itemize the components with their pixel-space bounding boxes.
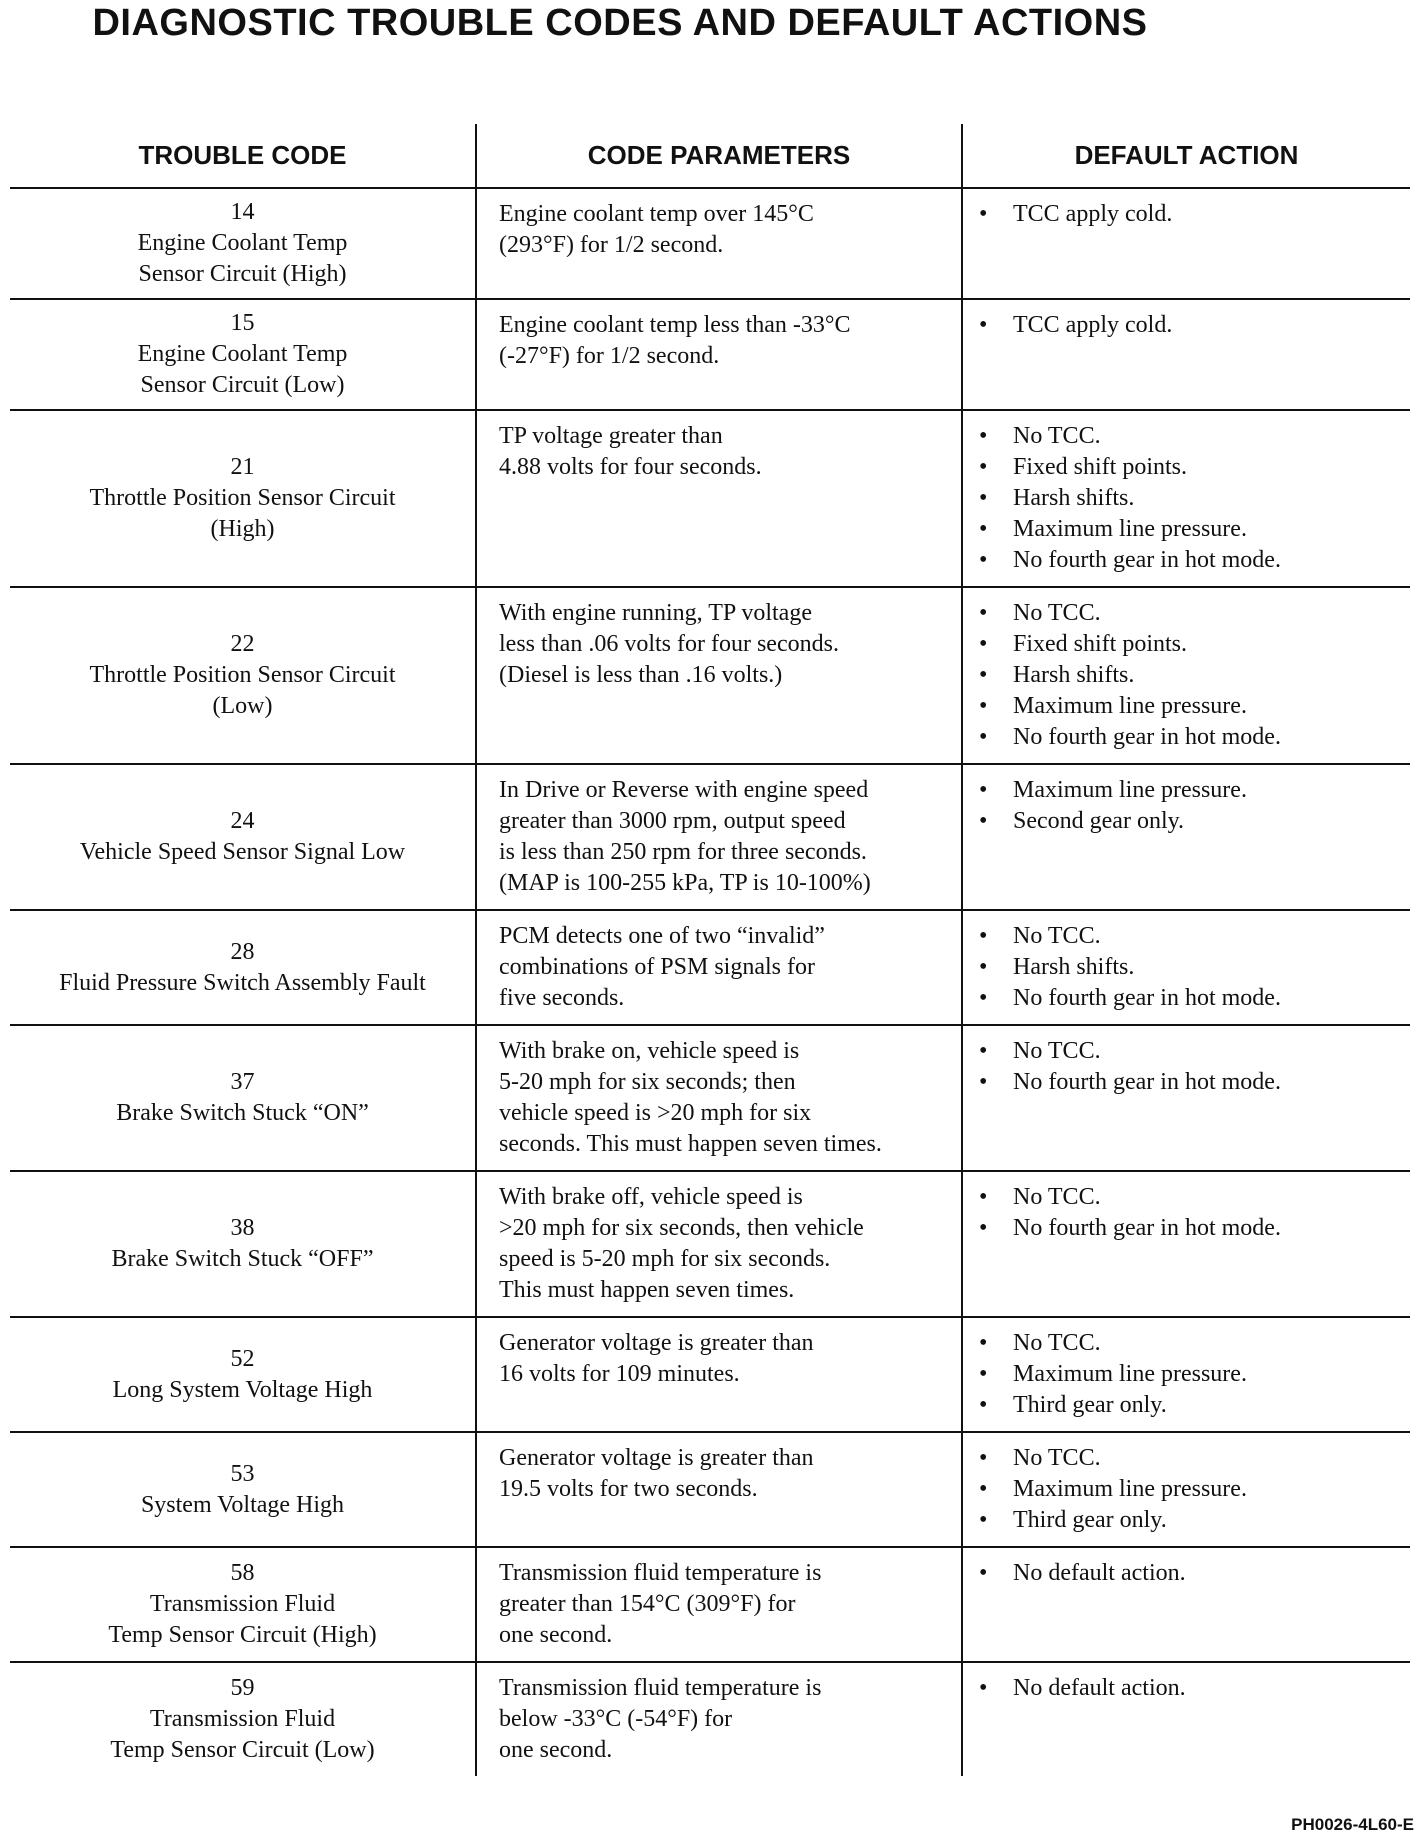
trouble-code-cell: [10, 1025, 476, 1171]
action-item: • Harsh shifts.: [977, 660, 1396, 691]
code-name-line: (High): [210, 516, 275, 542]
trouble-code-cell: [10, 1662, 476, 1776]
parameter-line: less than .06 volts for four seconds.: [499, 631, 839, 657]
code-name-line: Long System Voltage High: [112, 1376, 373, 1403]
action-list: [977, 1673, 1396, 1704]
trouble-code-cell: [10, 910, 476, 1025]
table-row: [10, 188, 1410, 299]
code-name-line: Temp Sensor Circuit (Low): [110, 1737, 375, 1763]
code-name-line: (Low): [212, 693, 273, 719]
parameter-line: >20 mph for six seconds, then vehicle: [499, 1215, 864, 1241]
action-item: • TCC apply cold.: [977, 199, 1396, 230]
code-name-line: Transmission Fluid: [149, 1591, 336, 1617]
code-parameters-cell: [476, 1547, 962, 1662]
parameter-line: 16 volts for 109 minutes.: [499, 1361, 740, 1387]
action-item: • Maximum line pressure.: [977, 775, 1396, 806]
parameter-line: vehicle speed is >20 mph for six: [499, 1100, 812, 1126]
parameter-line: seconds. This must happen seven times.: [499, 1131, 882, 1157]
action-list: [977, 1328, 1396, 1421]
action-item: • Maximum line pressure.: [977, 1474, 1396, 1505]
parameter-line: (-27°F) for 1/2 second.: [499, 343, 720, 369]
code-number: 24: [230, 808, 255, 834]
action-item: • No TCC.: [977, 421, 1396, 452]
action-item: • No default action.: [977, 1558, 1396, 1589]
code-name-line: Sensor Circuit (High): [138, 261, 347, 287]
action-item: • No fourth gear in hot mode.: [977, 1213, 1396, 1244]
action-list: [977, 1036, 1396, 1098]
parameter-line: below -33°C (-54°F) for: [499, 1706, 733, 1732]
parameter-line: 19.5 volts for two seconds.: [499, 1476, 758, 1502]
action-list: [977, 421, 1396, 576]
parameter-line: one second.: [499, 1737, 613, 1763]
action-list: [977, 199, 1396, 230]
table-row: [10, 1547, 1410, 1662]
action-item: • No TCC.: [977, 598, 1396, 629]
table-row: [10, 1662, 1410, 1776]
parameter-line: Engine coolant temp less than -33°C: [499, 312, 851, 338]
code-name-line: Sensor Circuit (Low): [140, 372, 345, 398]
parameter-line: one second.: [499, 1622, 613, 1648]
default-action-cell: [962, 1547, 1410, 1662]
code-name-line: Temp Sensor Circuit (High): [108, 1622, 377, 1648]
parameter-line: This must happen seven times.: [499, 1277, 795, 1303]
action-item: • No TCC.: [977, 921, 1396, 952]
parameter-line: In Drive or Reverse with engine speed: [499, 777, 869, 803]
code-name-line: System Voltage High: [140, 1491, 345, 1518]
action-item: • No TCC.: [977, 1036, 1396, 1067]
action-list: [977, 1558, 1396, 1589]
trouble-code-cell: [10, 1171, 476, 1317]
action-item: • Maximum line pressure.: [977, 514, 1396, 545]
action-item: • Third gear only.: [977, 1390, 1396, 1421]
page-title: DIAGNOSTIC TROUBLE CODES AND DEFAULT ACTIONS: [92, 2, 1148, 44]
code-parameters-cell: [476, 587, 962, 764]
code-number: 59: [230, 1675, 255, 1701]
action-item: • Second gear only.: [977, 806, 1396, 837]
header-default-action: DEFAULT ACTION: [962, 124, 1410, 188]
trouble-code-cell: [10, 587, 476, 764]
action-item: • No TCC.: [977, 1443, 1396, 1474]
action-item: • Third gear only.: [977, 1505, 1396, 1536]
table-row: [10, 1432, 1410, 1547]
action-list: [977, 1182, 1396, 1244]
table-row: [10, 910, 1410, 1025]
code-parameters-cell: [476, 299, 962, 410]
code-name-line: Fluid Pressure Switch Assembly Fault: [59, 969, 426, 996]
default-action-cell: [962, 299, 1410, 410]
code-number: 53: [230, 1460, 255, 1487]
parameter-line: speed is 5-20 mph for six seconds.: [499, 1246, 831, 1272]
default-action-cell: [962, 910, 1410, 1025]
header-code-parameters: CODE PARAMETERS: [476, 124, 962, 188]
parameter-line: greater than 154°C (309°F) for: [499, 1591, 796, 1617]
code-parameters-cell: [476, 1025, 962, 1171]
parameter-line: Engine coolant temp over 145°C: [499, 201, 814, 227]
parameter-line: greater than 3000 rpm, output speed: [499, 808, 846, 834]
dtc-table: [10, 124, 1410, 1776]
action-item: • No fourth gear in hot mode.: [977, 545, 1396, 576]
parameter-line: With brake off, vehicle speed is: [499, 1184, 803, 1210]
parameter-line: Transmission fluid temperature is: [499, 1560, 822, 1586]
action-item: • No fourth gear in hot mode.: [977, 722, 1396, 753]
parameter-line: (293°F) for 1/2 second.: [499, 232, 724, 258]
header-trouble-code: TROUBLE CODE: [10, 124, 476, 188]
code-number: 37: [230, 1069, 255, 1095]
default-action-cell: [962, 587, 1410, 764]
footer-reference: PH0026-4L60-E: [1291, 1815, 1414, 1834]
table-row: [10, 1025, 1410, 1171]
parameter-line: Transmission fluid temperature is: [499, 1675, 822, 1701]
parameter-line: 4.88 volts for four seconds.: [499, 454, 762, 480]
action-item: • Maximum line pressure.: [977, 691, 1396, 722]
action-list: [977, 775, 1396, 837]
parameter-line: (Diesel is less than .16 volts.): [499, 662, 783, 688]
table-body: [10, 188, 1410, 1776]
parameter-line: Generator voltage is greater than: [499, 1445, 814, 1471]
parameter-line: five seconds.: [499, 985, 625, 1011]
parameter-line: 5-20 mph for six seconds; then: [499, 1069, 796, 1095]
code-name-line: Throttle Position Sensor Circuit: [89, 662, 396, 688]
action-item: • TCC apply cold.: [977, 310, 1396, 341]
parameter-line: Generator voltage is greater than: [499, 1330, 814, 1356]
action-item: • No default action.: [977, 1673, 1396, 1704]
code-name-line: Vehicle Speed Sensor Signal Low: [79, 839, 406, 865]
table-row: [10, 299, 1410, 410]
action-item: • Harsh shifts.: [977, 952, 1396, 983]
code-name-line: Engine Coolant Temp: [137, 341, 348, 367]
table-row: [10, 410, 1410, 587]
parameter-line: PCM detects one of two “invalid”: [499, 923, 825, 949]
code-number: 38: [230, 1215, 255, 1241]
code-number: 14: [230, 199, 255, 225]
default-action-cell: [962, 1432, 1410, 1547]
table-row: [10, 1317, 1410, 1432]
action-item: • No fourth gear in hot mode.: [977, 983, 1396, 1014]
parameter-line: TP voltage greater than: [499, 423, 723, 449]
parameter-line: (MAP is 100-255 kPa, TP is 10-100%): [499, 870, 871, 896]
code-number: 15: [230, 310, 255, 336]
default-action-cell: [962, 1171, 1410, 1317]
action-list: [977, 1443, 1396, 1536]
default-action-cell: [962, 1025, 1410, 1171]
code-number: 58: [230, 1560, 255, 1586]
table-row: [10, 1171, 1410, 1317]
code-name-line: Transmission Fluid: [149, 1706, 336, 1732]
action-list: [977, 598, 1396, 753]
code-parameters-cell: [476, 410, 962, 587]
code-name-line: Brake Switch Stuck “OFF”: [111, 1246, 374, 1272]
default-action-cell: [962, 1662, 1410, 1776]
action-list: [977, 921, 1396, 1014]
table-header-row: [10, 124, 1410, 188]
code-name-line: Throttle Position Sensor Circuit: [89, 485, 396, 511]
code-parameters-cell: [476, 188, 962, 299]
default-action-cell: [962, 410, 1410, 587]
action-item: • No fourth gear in hot mode.: [977, 1067, 1396, 1098]
code-number: 28: [230, 938, 255, 965]
action-item: • Fixed shift points.: [977, 629, 1396, 660]
code-parameters-cell: [476, 764, 962, 910]
trouble-code-cell: [10, 1432, 476, 1547]
parameter-line: combinations of PSM signals for: [499, 954, 815, 980]
default-action-cell: [962, 764, 1410, 910]
action-item: • Harsh shifts.: [977, 483, 1396, 514]
code-parameters-cell: [476, 1662, 962, 1776]
parameter-line: With brake on, vehicle speed is: [499, 1038, 800, 1064]
default-action-cell: [962, 188, 1410, 299]
parameter-line: is less than 250 rpm for three seconds.: [499, 839, 867, 865]
code-parameters-cell: [476, 1432, 962, 1547]
default-action-cell: [962, 1317, 1410, 1432]
trouble-code-cell: [10, 410, 476, 587]
trouble-code-cell: [10, 299, 476, 410]
parameter-line: With engine running, TP voltage: [499, 600, 812, 626]
action-item: • Maximum line pressure.: [977, 1359, 1396, 1390]
action-list: [977, 310, 1396, 341]
action-item: • Fixed shift points.: [977, 452, 1396, 483]
table-row: [10, 764, 1410, 910]
table-row: [10, 587, 1410, 764]
code-parameters-cell: [476, 1317, 962, 1432]
trouble-code-cell: [10, 764, 476, 910]
action-item: • No TCC.: [977, 1328, 1396, 1359]
code-number: 52: [230, 1345, 255, 1372]
code-number: 21: [230, 454, 255, 480]
code-name-line: Brake Switch Stuck “ON”: [116, 1100, 369, 1126]
trouble-code-cell: [10, 1317, 476, 1432]
code-name-line: Engine Coolant Temp: [137, 230, 348, 256]
trouble-code-cell: [10, 1547, 476, 1662]
code-parameters-cell: [476, 910, 962, 1025]
trouble-code-cell: [10, 188, 476, 299]
code-number: 22: [230, 631, 255, 657]
code-parameters-cell: [476, 1171, 962, 1317]
action-item: • No TCC.: [977, 1182, 1396, 1213]
